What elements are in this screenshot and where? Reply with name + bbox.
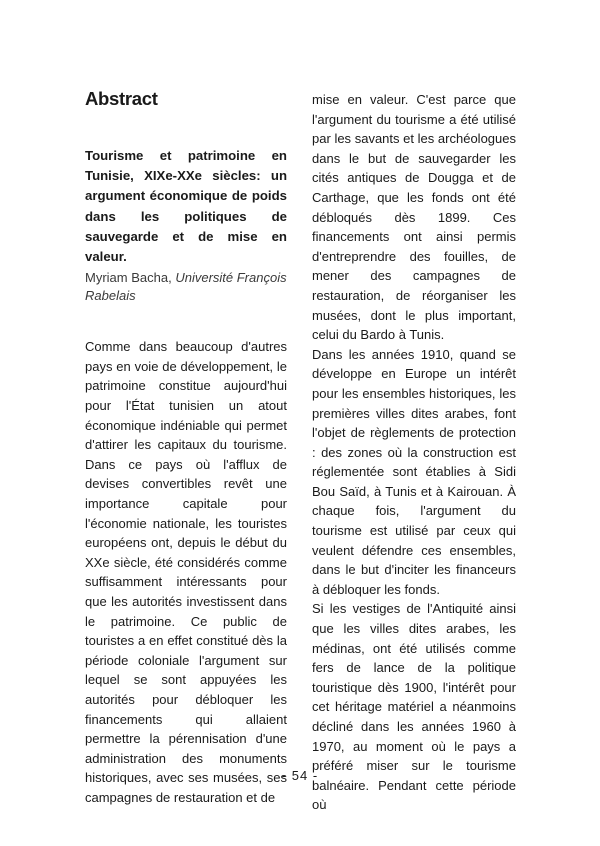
author-name: Myriam Bacha,: [85, 270, 172, 286]
abstract-paragraph: Comme dans beaucoup d'autres pays en voie de développement, le patrimoine constitue aujourd'hui pour l'État tunisien un atout économique indéniable qui permet d'attirer les capitaux du tourisme. Dans ce pays où l'afflux de devises convertibles revêt une importance capitale pour l'économie nationale, les touristes européens ont, depuis le début du XXe siècle, été considérés comme suffisamment intéressants pour que les autorités investissent dans le patrimoine. Ce public de touristes a en effet constitué dès la période coloniale l'argument sur lequel se sont appuyées les autorités pour débloquer les financements qui allaient permettre la pérennisation d'une administration des monuments historiques, avec ses musées, ses campagnes de restauration et de: [85, 339, 287, 805]
left-column: [85, 86, 287, 807]
abstract-paragraph: Dans les années 1910, quand se développe en Europe un intérêt pour les ensembles historiques, les premières villes dites arabes, font l'objet de règlements de protection : des zones où la construction est réglementée sont établies à Sidi Bou Saïd, à Tunis et à Kairouan. À chaque fois, l'argument du tourisme est utilisé par ceux qui veulent défendre ces ensembles, dans le but d'inciter les financeurs à débloquer les fonds.: [312, 346, 516, 597]
article-title: Tourisme et patrimoine en Tunisie, XIXe-XXe siècles: un argument économique de poids dans les politiques de sauvegarde et de mise en valeur.: [85, 148, 287, 265]
author-affiliation: Université François Rabelais: [85, 270, 287, 304]
page-number: - 54 -: [281, 768, 319, 783]
abstract-paragraph-continued: mise en valeur. C'est parce que l'argument du tourisme a été utilisé par les savants et les archéologues dans le but de sauvegarder les cités antiques de Dougga et de Carthage, que les fonds ont été débloqués dès 1899. Ces financements ont ainsi permis d'entreprendre des fouilles, de mener des campagnes de restauration, de réorganiser les musées, dont le plus important, celui du Bardo à Tunis.: [312, 92, 516, 343]
byline: [85, 269, 287, 305]
abstract-paragraph: Si les vestiges de l'Antiquité ainsi que les villes dites arabes, les médinas, ont été utilisés comme fers de lance de la politique touristique dès 1900, l'intérêt pour cet héritage matériel a néanmoins décliné dans les années 1960 à 1970, au moment où le pays a préféré miser sur le tourisme balnéaire. Pendant cette période où: [312, 601, 516, 813]
section-heading: Abstract: [85, 88, 158, 109]
right-column: [312, 90, 516, 815]
